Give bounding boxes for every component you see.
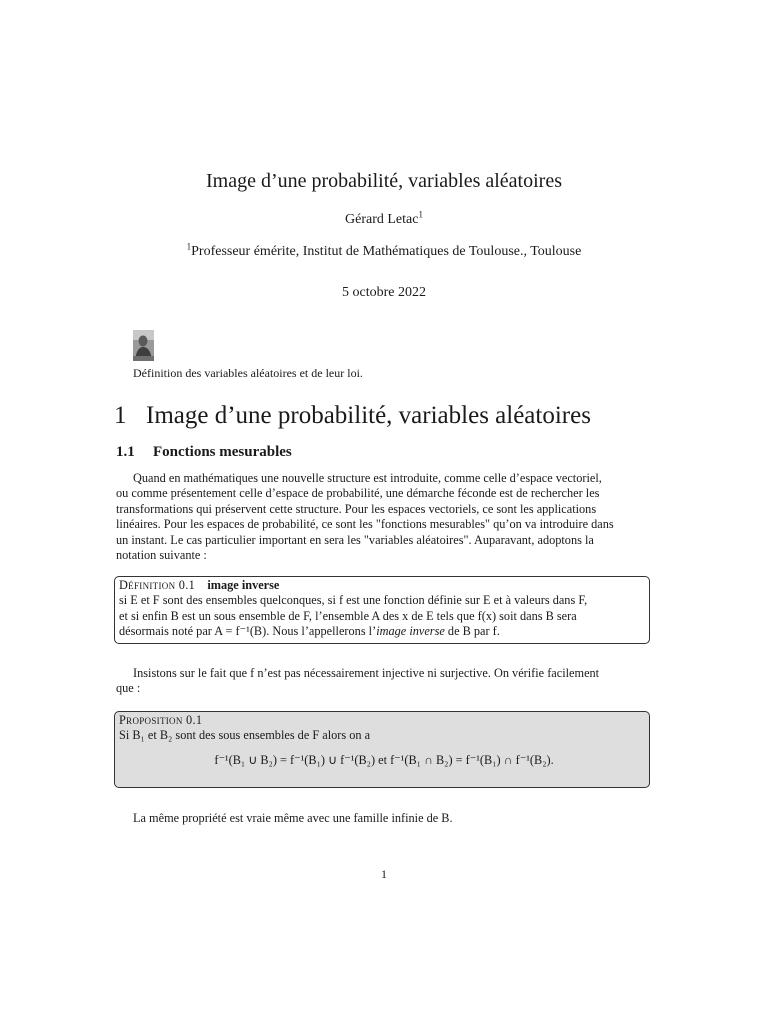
paragraph-line: notation suivante : [116,548,207,563]
paragraph-line: Quand en mathématiques une nouvelle structure est introduite, comme celle d’espace vectoriel, [133,471,602,485]
proposition-box [114,711,650,788]
affiliation-line [0,241,768,260]
paper-title: Image d’une probabilité, variables aléatoires [206,170,562,192]
author-footnote-mark: 1 [418,209,423,220]
definition-header [119,578,649,593]
abstract-text: Définition des variables aléatoires et de leur loi. [133,366,363,380]
section-heading [114,402,591,430]
remark-paragraph [116,666,653,697]
subsection-title: Fonctions mesurables [153,444,292,460]
paragraph-line: ou comme présentement celle d’espace de probabilité, une démarche féconde est de rechercher les [116,486,600,501]
definition-title: image inverse [207,578,280,592]
paper-date: 5 octobre 2022 [342,285,426,300]
affiliation-mark: 1 [186,241,192,252]
paragraph-line: linéaires. Pour les espaces de probabilité, ce sont les "fonctions mesurables" qu’on va introduire dans [116,517,614,532]
proposition-label: Proposition 0.1 [119,713,203,727]
closing-paragraph [116,811,653,826]
subsection-heading [116,444,292,461]
author-name: Gérard Letac [345,212,419,227]
paragraph-line: que : [116,681,141,696]
paragraph-line: La même propriété est vraie même avec une famille infinie de B. [133,811,453,825]
affiliation-text: Professeur émérite, Institut de Mathématiques de Toulouse., Toulouse [191,244,582,259]
author-line [0,209,768,228]
page-number: 1 [381,867,387,881]
proposition-formula: f⁻¹(B₁ ∪ B₂) = f⁻¹(B₁) ∪ f⁻¹(B₂) et f⁻¹(B₁ ∩ B₂) = f⁻¹(B₁) ∩ f⁻¹(B₂). [214,752,554,767]
subsection-number: 1.1 [116,444,135,460]
definition-box [114,576,650,644]
paragraph-line: transformations qui préservent cette structure. Pour les espaces vectoriels, ce sont les applications [116,501,597,516]
definition-text: désormais noté par A = f⁻¹(B). Nous l’appellerons l’ [119,624,377,639]
definition-term: image inverse [376,624,445,639]
section-number: 1 [114,402,127,429]
author-photo [133,330,154,361]
definition-text: de B par f. [444,624,500,639]
paragraph-line: Insistons sur le fait que f n’est pas nécessairement injective ni surjective. On vérifie facilement [133,666,600,680]
paragraph-line: un instant. Le cas particulier important en sera les "variables aléatoires". Auparavant, adoptons la [116,532,594,547]
definition-label: Définition 0.1 [119,578,196,592]
proposition-line: Si B₁ et B₂ sont des sous ensembles de F alors on a [119,728,371,743]
intro-paragraph [116,471,653,563]
definition-line [119,624,649,639]
definition-line: si E et F sont des ensembles quelconques, si f est une fonction définie sur E et à valeurs dans F, [119,593,588,608]
section-title: Image d’une probabilité, variables aléatoires [146,402,591,429]
definition-line: et si enfin B est un sous ensemble de F, l’ensemble A des x de E tels que f(x) soit dans B sera [119,608,577,623]
